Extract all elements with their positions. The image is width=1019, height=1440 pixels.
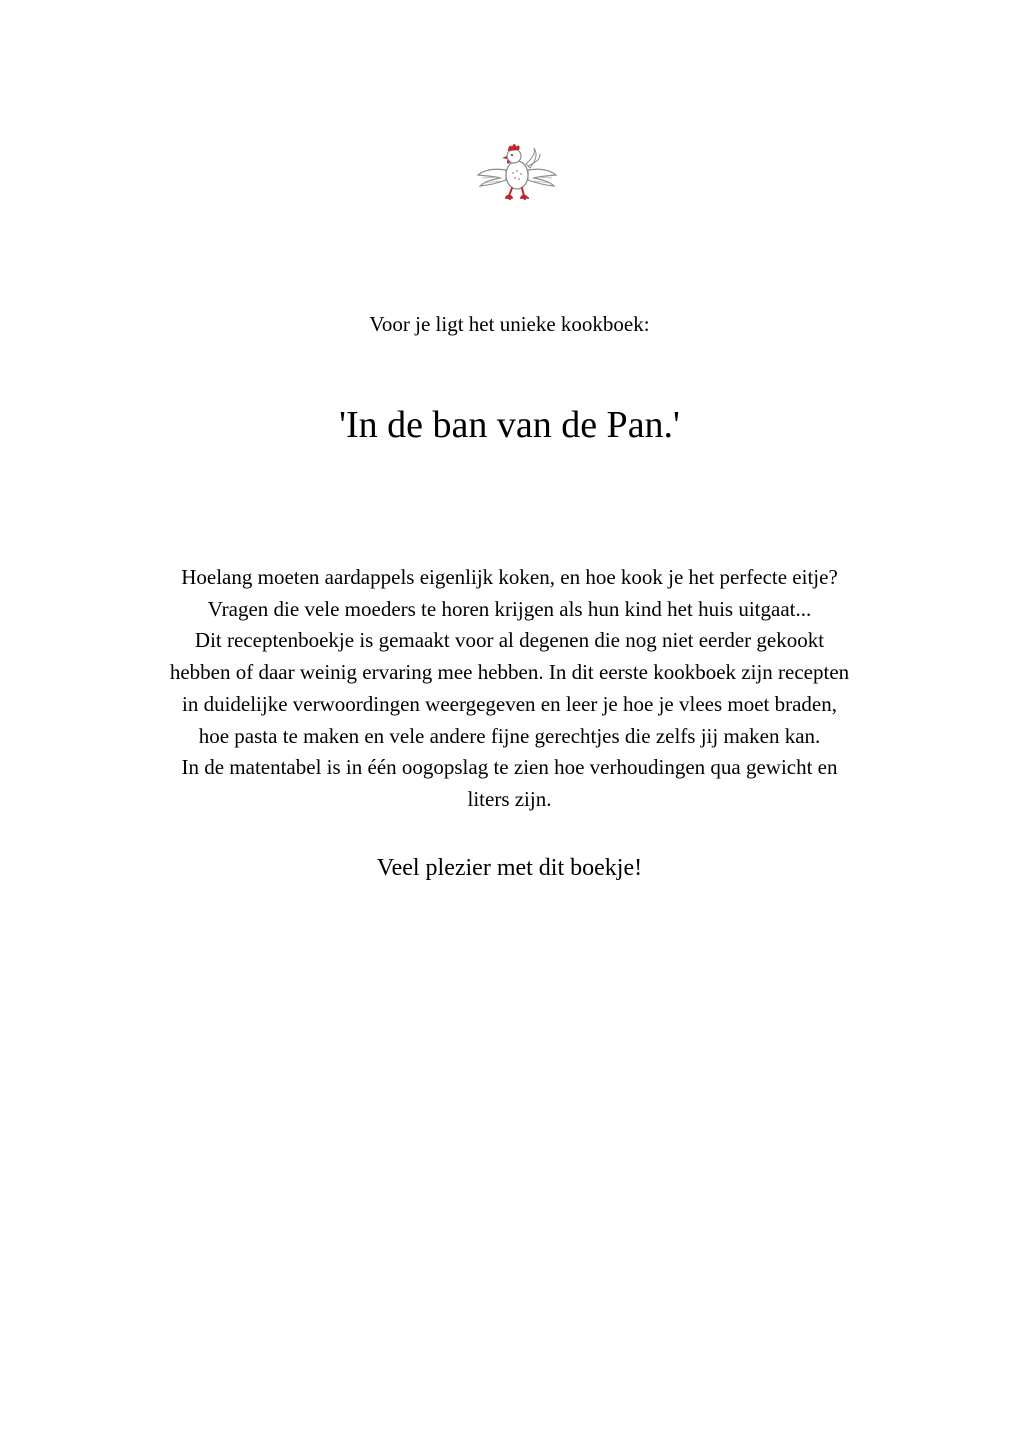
- description-line: hebben of daar weinig ervaring mee hebben. In dit eerste kookboek zijn recepten: [169, 660, 850, 685]
- closing-text: Veel plezier met dit boekje!: [376, 855, 643, 881]
- description-line: Dit receptenboekje is gemaakt voor al degenen die nog niet eerder gekookt: [194, 628, 825, 653]
- description-paragraph: [0, 562, 1019, 816]
- intro-text: Voor je ligt het unieke kookboek:: [369, 312, 650, 336]
- description-line: Hoelang moeten aardappels eigenlijk koken, en hoe kook je het perfecte eitje?: [181, 565, 838, 589]
- description-line: in duidelijke verwoordingen weergegeven en leer je hoe je vlees moet braden,: [181, 691, 838, 716]
- description-line: Vragen die vele moeders te horen krijgen als hun kind het huis uitgaat...: [207, 596, 812, 621]
- description-line: In de matentabel is in één oogopslag te zien hoe verhoudingen qua gewicht en: [181, 755, 838, 780]
- rooster-chef-icon: [476, 140, 558, 200]
- description-line: hoe pasta te maken en vele andere fijne gerechtjes die zelfs jij maken kan.: [198, 723, 821, 748]
- book-title: 'In de ban van de Pan.': [339, 404, 680, 446]
- description-line: liters zijn.: [467, 786, 552, 811]
